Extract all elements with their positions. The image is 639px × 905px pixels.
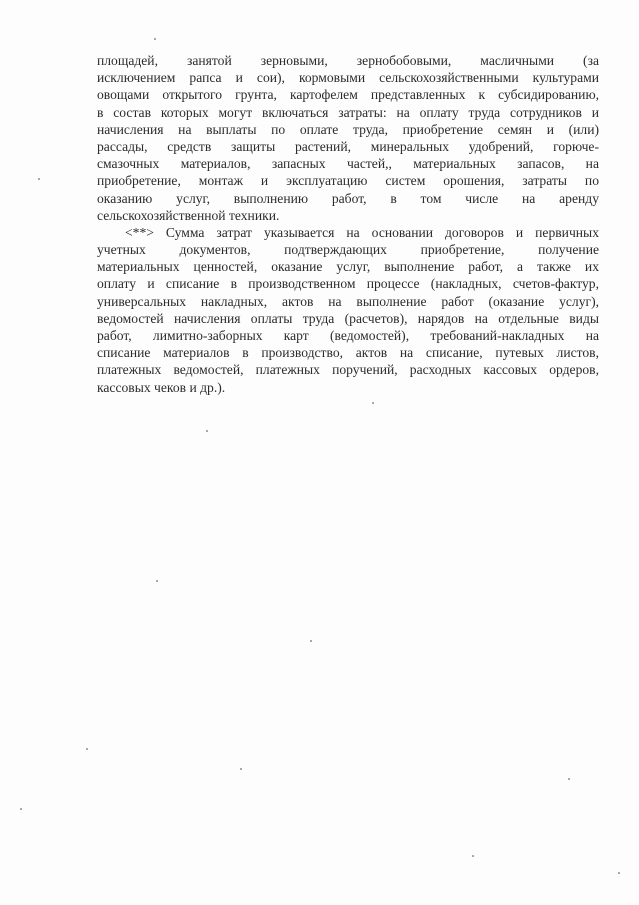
- text-line: в состав которых могут включаться затраты: на оплату труда сотрудников и: [97, 104, 599, 120]
- text-line: оказанию услуг, выполнению работ, в том числе на аренду: [97, 190, 599, 206]
- text-line: списание материалов в производство, актов на списание, путевых листов,: [97, 345, 599, 361]
- text-line: платежных ведомостей, платежных поручений, расходных кассовых ордеров,: [97, 362, 599, 378]
- text-line: оплату и списание в производственном процессе (накладных, счетов-фактур,: [97, 276, 599, 292]
- text-line: исключением рапса и сои), кормовыми сельскохозяйственными культурами: [97, 70, 599, 86]
- text-line: приобретение, монтаж и эксплуатацию систем орошения, затраты по: [97, 173, 599, 189]
- scan-speck: [310, 640, 312, 642]
- text-line: смазочных материалов, запасных частей,, материальных запасов, на: [97, 156, 599, 172]
- text-line: <**> Сумма затрат указывается на основании договоров и первичных: [125, 224, 599, 240]
- text-line: кассовых чеков и др.).: [97, 379, 226, 395]
- text-line: материальных ценностей, оказание услуг, выполнение работ, а также их: [97, 259, 599, 275]
- scan-speck: [472, 855, 474, 857]
- scan-speck: [618, 872, 620, 874]
- scan-speck: [86, 748, 88, 750]
- scan-speck: [38, 178, 40, 180]
- text-line: универсальных накладных, актов на выполнение работ (оказание услуг),: [97, 293, 599, 309]
- text-line: рассады, средств защиты растений, минеральных удобрений, горюче-: [97, 138, 599, 154]
- text-line: площадей, занятой зерновыми, зернобобовыми, масличными (за: [97, 53, 599, 68]
- scan-speck: [20, 808, 22, 810]
- text-line: учетных документов, подтверждающих приобретение, получение: [97, 242, 599, 258]
- text-line: сельскохозяйственной техники.: [97, 207, 280, 223]
- text-line: начисления на выплаты по оплате труда, приобретение семян и (или): [97, 121, 599, 137]
- text-line: ведомостей начисления оплаты труда (расчетов), нарядов на отдельные виды: [97, 310, 599, 326]
- scan-speck: [240, 768, 242, 770]
- document-body: [97, 52, 599, 396]
- scan-speck: [568, 778, 570, 780]
- text-line: работ, лимитно-заборных карт (ведомостей), требований-накладных на: [97, 328, 599, 343]
- paragraph-footnote-cost-documents: [97, 224, 599, 396]
- text-line: овощами открытого грунта, картофелем представленных к субсидированию,: [97, 87, 599, 103]
- scan-speck: [372, 402, 374, 404]
- scan-speck: [154, 38, 156, 40]
- paragraph-crop-costs: [97, 52, 599, 224]
- scan-speck: [206, 430, 208, 432]
- scan-speck: [156, 580, 158, 582]
